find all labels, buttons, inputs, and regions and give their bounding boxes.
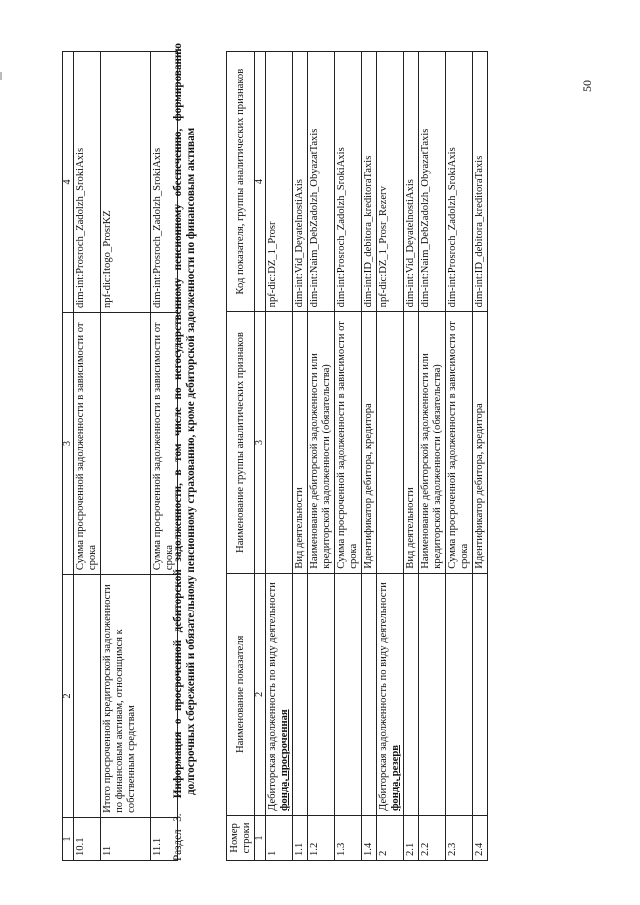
header-row [227,52,255,861]
table-row [101,52,151,861]
row-number: 1.4 [362,815,377,860]
indicator-name [335,573,362,815]
group-name: Идентификатор дебитора, кредитора [362,312,377,573]
top-table [62,51,178,861]
table-row [473,52,488,861]
group-name: Идентификатор дебитора, кредитора [473,312,488,573]
indicator-code: dim-int:Naim_DebZadolzh_ObyazatTaxis [419,52,446,312]
group-name [377,312,404,573]
row-number: 1 [266,815,293,860]
table-row [404,52,419,861]
header-group-name: Наименование группы аналитических признаков [227,312,255,573]
col-number: 1 [255,815,266,860]
row-number: 11 [101,817,151,860]
group-name: Сумма просроченной задолженности в зависимости от срока [335,312,362,573]
indicator-name [362,573,377,815]
row-number: 2 [377,815,404,860]
main-table [226,51,488,861]
row-number: 2.2 [419,815,446,860]
indicator-name [404,573,419,815]
col-number: 3 [63,312,74,574]
main-table-number-row [255,52,266,861]
header-indicator-name: Наименование показателя [227,573,255,815]
row-number: 2.3 [446,815,473,860]
indicator-name [266,573,293,815]
indicator-name-emphasis: фонда, резерв [390,745,401,811]
indicator-code: dim-int:ID_debitora_kreditoraTaxis [362,52,377,312]
group-name: Сумма просроченной задолженности в зависимости от срока [151,312,178,574]
table-row [419,52,446,861]
row-number: 1.3 [335,815,362,860]
group-name [101,312,151,574]
row-number: 2.1 [404,815,419,860]
indicator-name [308,573,335,815]
table-row [266,52,293,861]
indicator-name-text: Дебиторская задолженность по виду деятельности [378,582,389,811]
indicator-code: dim-int:Vid_DeyatelnostiAxis [293,52,308,312]
row-number: 1.2 [308,815,335,860]
indicator-code: dim-int:ID_debitora_kreditoraTaxis [473,52,488,312]
group-name: Сумма просроченной задолженности в зависимости от срока [446,312,473,573]
table-row [308,52,335,861]
section-heading: Информация о просроченной дебиторской задолженности, в том числе по негосударственному пенсионному обеспечению, формированию долгосрочных сбережений и обязательному пенсионному страхованию, кроме дебиторской задолженности по финансовым активам [172,43,197,799]
row-number: 1.1 [293,815,308,860]
group-name: Сумма просроченной задолженности в зависимости от срока [74,312,101,574]
section-prefix: Раздел 3. [172,813,184,861]
row-number: 10.1 [74,817,101,860]
indicator-code: dim-int:Naim_DebZadolzh_ObyazatTaxis [308,52,335,312]
indicator-code: npf-dic:DZ_1_Prosr_Rezerv [377,52,404,312]
col-number: 4 [63,52,74,313]
col-number: 3 [255,312,266,573]
table-row [293,52,308,861]
indicator-code: dim-int:Prosroch_Zadolzh_SrokiAxis [335,52,362,312]
row-number: 2.4 [473,815,488,860]
section-title [172,43,198,861]
col-number: 2 [63,575,74,818]
indicator-name [419,573,446,815]
table-row [446,52,473,861]
table-row [362,52,377,861]
indicator-code: dim-int:Prosroch_Zadolzh_SrokiAxis [446,52,473,312]
indicator-name [74,575,101,818]
group-name: Наименование дебиторской задолженности или кредиторской задолженности (обязательства) [419,312,446,573]
table-row [377,52,404,861]
group-name: Вид деятельности [404,312,419,573]
indicator-name-text: Дебиторская задолженность по виду деятельности [267,582,278,811]
page-number: 50 [580,80,594,92]
col-number: 4 [255,52,266,312]
indicator-name: Итого просроченной кредиторской задолженности по финансовым активам, относящимся к собственным средствам [101,575,151,818]
row-number: 11.1 [151,817,178,860]
col-number: 2 [255,573,266,815]
group-name [266,312,293,573]
indicator-code: dim-int:Prosroch_Zadolzh_SrokiAxis [74,52,101,313]
indicator-code: dim-int:Vid_DeyatelnostiAxis [404,52,419,312]
indicator-name [293,573,308,815]
indicator-name [377,573,404,815]
col-number: 1 [63,817,74,860]
header-code: Код показателя, группы аналитических признаков [227,52,255,312]
top-table-number-row [63,52,74,861]
indicator-code: dim-int:Prosroch_Zadolzh_SrokiAxis [151,52,178,313]
group-name: Наименование дебиторской задолженности или кредиторской задолженности (обязательства) [308,312,335,573]
indicator-name-emphasis: фонда, просроченная [279,709,290,811]
group-name: Вид деятельности [293,312,308,573]
indicator-code: npf-dic:DZ_1_Prosr [266,52,293,312]
header-row-number: Номер строки [227,815,255,860]
indicator-code: npf-dic:Itogo_ProsrKZ [101,52,151,313]
table-row [74,52,101,861]
indicator-name [473,573,488,815]
indicator-name [446,573,473,815]
table-row [335,52,362,861]
